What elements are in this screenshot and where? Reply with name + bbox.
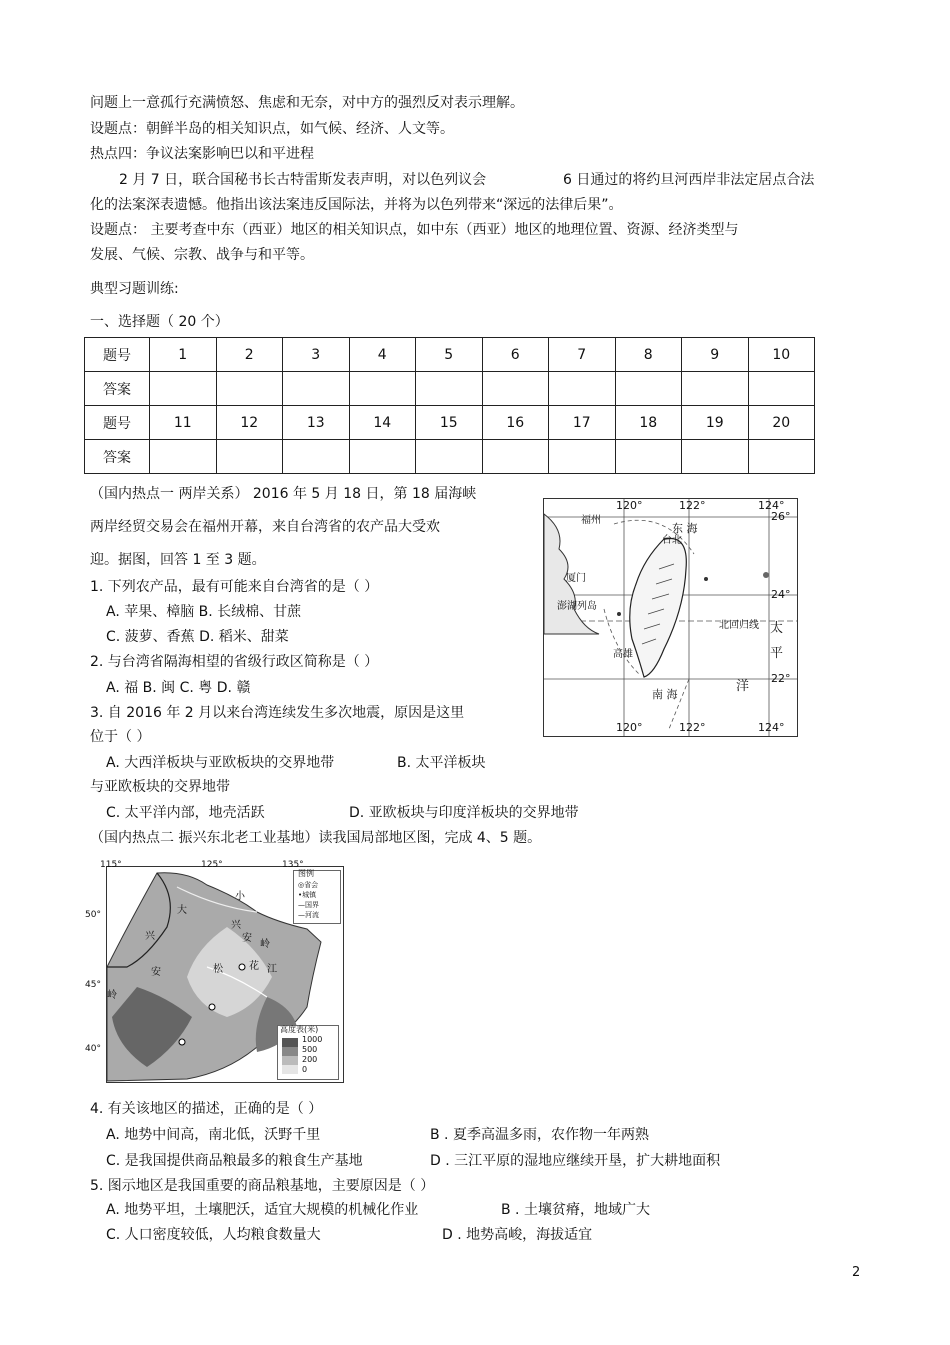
ne-map-lon-115: 115°	[100, 860, 122, 870]
table-cell: 3	[283, 338, 350, 372]
question-2: 2. 与台湾省隔海相望的省级行政区简称是（ ）	[90, 654, 379, 670]
table-row	[85, 372, 815, 406]
map-label-tropic: 北回归线	[719, 620, 759, 631]
question-3-option-c: C. 太平洋内部，地壳活跃	[106, 805, 265, 821]
intro-line-6: 设题点： 主要考查中东（西亚）地区的相关知识点，如中东（西亚）地区的地理位置、资源、经济类型与	[90, 222, 739, 238]
answer-cell[interactable]	[549, 440, 616, 474]
ne-map-lon-125: 125°	[201, 860, 223, 870]
table-cell: 14	[349, 406, 416, 440]
page-number: 2	[852, 1265, 861, 1280]
legend-city: •城镇	[298, 891, 317, 899]
map-label-ping: 平	[770, 646, 784, 661]
intro-line-1: 问题上一意孤行充满愤怒、焦虑和无奈，对中方的强烈反对表示理解。	[90, 95, 524, 111]
table-row	[85, 440, 815, 474]
answer-cell[interactable]	[349, 372, 416, 406]
answer-table	[84, 337, 815, 474]
elevation-200: 200	[302, 1055, 318, 1064]
answer-cell[interactable]	[216, 440, 283, 474]
answer-cell[interactable]	[216, 372, 283, 406]
table-cell: 7	[549, 338, 616, 372]
map-lon-122-bottom: 122°	[679, 721, 706, 734]
table-cell: 5	[416, 338, 483, 372]
section1-intro-1: （国内热点一 两岸关系） 2016 年 5 月 18 日，第 18 届海峡	[90, 486, 477, 502]
answer-cell[interactable]	[416, 440, 483, 474]
table-cell: 19	[682, 406, 749, 440]
question-3-cont: 位于（ ）	[90, 729, 151, 745]
legend-capital: ◎省会	[298, 881, 319, 889]
choice-section-heading: 一、选择题（ 20 个）	[90, 314, 229, 330]
map-lon-120-bottom: 120°	[616, 721, 643, 734]
map-label-yang: 洋	[736, 679, 750, 694]
table-cell: 9	[682, 338, 749, 372]
question-5: 5. 图示地区是我国重要的商品粮基地，主要原因是（ ）	[90, 1178, 435, 1194]
table-cell: 20	[748, 406, 815, 440]
elevation-swatch	[282, 1065, 298, 1074]
table-cell: 13	[283, 406, 350, 440]
map-label-fuzhou: 福州	[581, 515, 601, 526]
question-3: 3. 自 2016 年 2 月以来台湾连续发生多次地震，原因是这里	[90, 705, 465, 721]
question-4-option-c: C. 是我国提供商品粮最多的粮食生产基地	[106, 1153, 363, 1169]
question-4: 4. 有关该地区的描述，正确的是（ ）	[90, 1101, 323, 1117]
question-1: 1. 下列农产品，最有可能来自台湾省的是（ ）	[90, 579, 379, 595]
ne-label-hua: 花	[249, 961, 259, 972]
table-cell: 12	[216, 406, 283, 440]
question-4-option-b: B . 夏季高温多雨，农作物一年两熟	[430, 1127, 649, 1143]
map-label-donghai: 东 海	[672, 522, 698, 535]
ne-label-ling: 岭	[260, 939, 270, 950]
table-cell: 题号	[85, 406, 150, 440]
answer-cell[interactable]	[682, 440, 749, 474]
ne-label-da: 大	[177, 905, 187, 916]
taiwan-strait-map	[543, 498, 798, 737]
hotspot-4-title: 热点四：争议法案影响巴以和平进程	[90, 146, 314, 162]
section1-intro-3: 迎。据图，回答 1 至 3 题。	[90, 552, 266, 568]
intro-line-7: 发展、气候、宗教、战争与和平等。	[90, 247, 314, 263]
answer-cell[interactable]	[615, 440, 682, 474]
answer-cell[interactable]	[482, 440, 549, 474]
question-4-option-a: A. 地势中间高，南北低，沃野千里	[106, 1127, 321, 1143]
question-1-options-ab: A. 苹果、樟脑 B. 长绒棉、甘蔗	[106, 604, 302, 620]
intro-line-4b: 6 日通过的将约旦河西岸非法定居点合法	[563, 172, 815, 188]
ne-label-jiang: 江	[267, 964, 277, 975]
table-cell: 10	[748, 338, 815, 372]
question-5-option-b: B . 土壤贫瘠，地域广大	[501, 1202, 650, 1218]
ne-map-lat-45: 45°	[85, 980, 101, 990]
answer-cell[interactable]	[150, 440, 217, 474]
elevation-scale	[277, 1025, 339, 1080]
table-cell: 17	[549, 406, 616, 440]
table-cell: 8	[615, 338, 682, 372]
map-label-gaoxiong: 高雄	[613, 649, 633, 660]
table-cell: 15	[416, 406, 483, 440]
question-4-option-d: D . 三江平原的湿地应继续开垦，扩大耕地面积	[430, 1153, 721, 1169]
question-3-option-b-cont: 与亚欧板块的交界地带	[90, 779, 230, 795]
table-cell: 1	[150, 338, 217, 372]
intro-line-2: 设题点：朝鲜半岛的相关知识点，如气候、经济、人文等。	[90, 121, 454, 137]
elevation-title: 高度表(米)	[280, 1025, 319, 1034]
map-lon-124-top: 124°	[758, 499, 785, 512]
intro-line-4a: 2 月 7 日，联合国秘书长古特雷斯发表声明，对以色列议会	[119, 172, 487, 188]
table-cell: 18	[615, 406, 682, 440]
map-label-penghu: 澎湖列岛	[557, 601, 597, 612]
elevation-1000: 1000	[302, 1035, 323, 1044]
question-2-options: A. 福 B. 闽 C. 粤 D. 赣	[106, 680, 251, 696]
ne-map-lon-135: 135°	[282, 860, 304, 870]
ne-label-an2: 安	[151, 967, 161, 978]
question-1-options-cd: C. 菠萝、香蕉 D. 稻米、甜菜	[106, 629, 289, 645]
elevation-swatch	[282, 1047, 298, 1056]
practice-heading: 典型习题训练:	[90, 281, 179, 297]
answer-cell[interactable]	[549, 372, 616, 406]
answer-cell[interactable]	[416, 372, 483, 406]
ne-map-legend	[293, 870, 341, 924]
ne-label-song: 松	[213, 964, 223, 975]
map-lat-22: 22°	[771, 672, 791, 685]
map-lat-26: 26°	[771, 510, 791, 523]
ne-map-lat-50: 50°	[85, 910, 101, 920]
table-cell: 11	[150, 406, 217, 440]
answer-cell[interactable]	[482, 372, 549, 406]
answer-cell[interactable]	[283, 372, 350, 406]
map-label-xiamen: 厦门	[566, 573, 586, 584]
northeast-china-map	[85, 860, 344, 1083]
answer-cell[interactable]	[615, 372, 682, 406]
ne-label-xing: 兴	[231, 920, 241, 931]
table-cell: 答案	[85, 440, 150, 474]
table-cell: 答案	[85, 372, 150, 406]
answer-cell[interactable]	[150, 372, 217, 406]
answer-cell[interactable]	[349, 440, 416, 474]
answer-cell[interactable]	[283, 440, 350, 474]
legend-river: —河流	[298, 911, 319, 919]
map-label-taibei: 台北	[662, 535, 682, 546]
table-cell: 6	[482, 338, 549, 372]
answer-cell[interactable]	[748, 440, 815, 474]
elevation-0: 0	[302, 1065, 308, 1074]
elevation-swatch	[282, 1056, 298, 1065]
map-lon-120-top: 120°	[616, 499, 643, 512]
section1-intro-2: 两岸经贸交易会在福州开幕，来自台湾省的农产品大受欢	[90, 519, 440, 535]
map-label-tai: 太	[770, 621, 784, 636]
elevation-swatch	[282, 1038, 298, 1047]
ne-label-ling2: 岭	[107, 990, 117, 1001]
map-lat-24: 24°	[771, 588, 791, 601]
answer-cell[interactable]	[682, 372, 749, 406]
table-row	[85, 406, 815, 440]
map-label-nanhai: 南 海	[652, 688, 678, 701]
ne-label-xiao: 小	[235, 891, 245, 902]
question-3-option-d: D. 亚欧板块与印度洋板块的交界地带	[349, 805, 579, 821]
question-3-option-b: B. 太平洋板块	[397, 755, 486, 771]
map-lon-122-top: 122°	[679, 499, 706, 512]
ne-map-lat-40: 40°	[85, 1044, 101, 1054]
section2-intro: （国内热点二 振兴东北老工业基地）读我国局部地区图，完成 4、5 题。	[90, 830, 542, 846]
map-lon-124-bottom: 124°	[758, 721, 785, 734]
intro-line-5: 化的法案深表遗憾。他指出该法案违反国际法，并将为以色列带来“深远的法律后果”。	[90, 197, 623, 213]
question-5-option-d: D . 地势高峻，海拔适宜	[442, 1227, 593, 1243]
legend-title: 图例	[298, 869, 314, 878]
ne-label-an: 安	[242, 933, 252, 944]
elevation-500: 500	[302, 1045, 318, 1054]
question-5-option-a: A. 地势平坦，土壤肥沃，适宜大规模的机械化作业	[106, 1202, 419, 1218]
ne-label-xing2: 兴	[145, 931, 155, 942]
answer-cell[interactable]	[748, 372, 815, 406]
legend-border: —国界	[298, 901, 319, 909]
table-cell: 2	[216, 338, 283, 372]
table-cell: 4	[349, 338, 416, 372]
table-cell: 题号	[85, 338, 150, 372]
table-cell: 16	[482, 406, 549, 440]
question-5-option-c: C. 人口密度较低，人均粮食数量大	[106, 1227, 321, 1243]
table-row	[85, 338, 815, 372]
question-3-option-a: A. 大西洋板块与亚欧板块的交界地带	[106, 755, 335, 771]
